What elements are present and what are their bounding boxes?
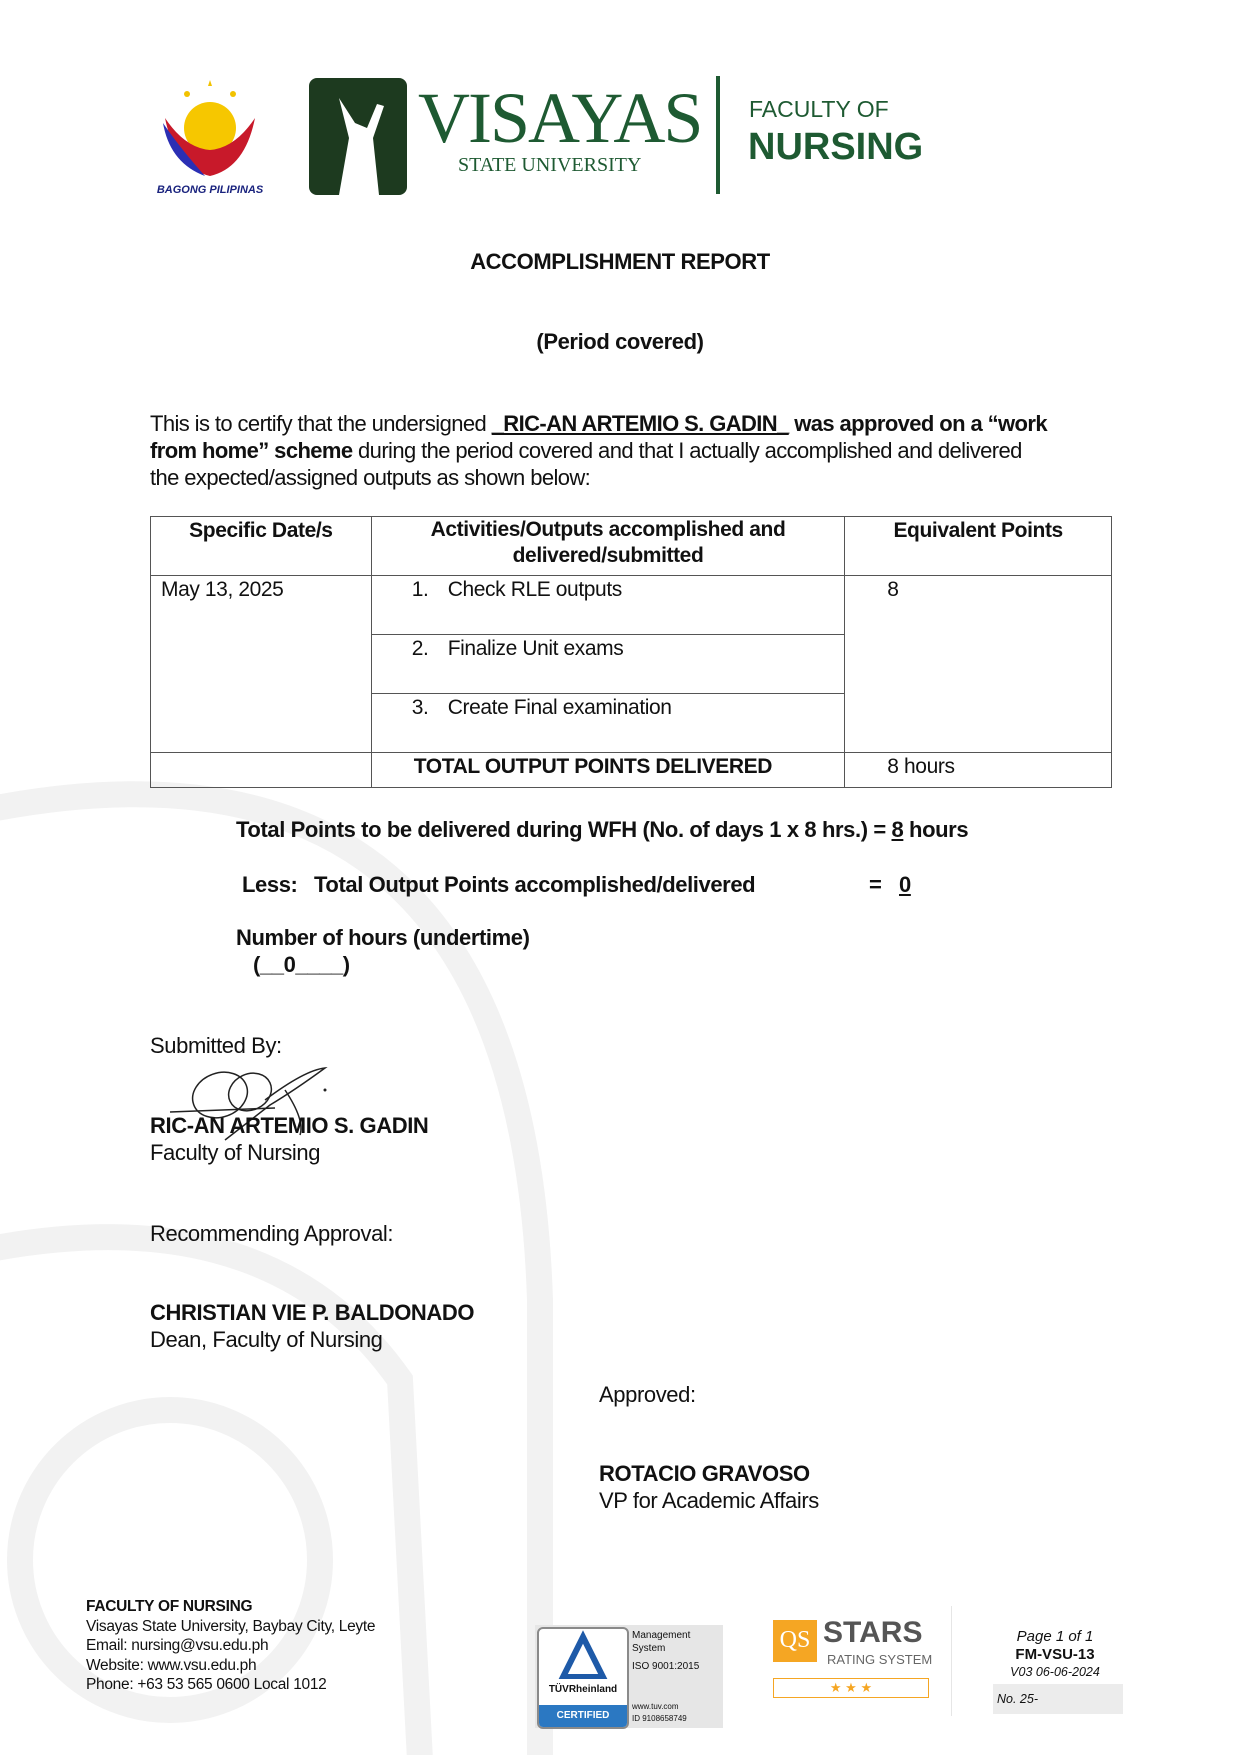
form-code: FM-VSU-13 <box>1015 1646 1095 1663</box>
control-number: No. 25- <box>993 1684 1123 1714</box>
tuv-url: www.tuv.com <box>632 1702 679 1711</box>
tuv-badge <box>535 1625 723 1728</box>
qs-rating-text: RATING SYSTEM <box>827 1652 933 1667</box>
date-cell: May 13, 2025 <box>151 576 372 753</box>
approved-title: VP for Academic Affairs <box>599 1488 819 1513</box>
approved-name: ROTACIO GRAVOSO <box>599 1461 810 1486</box>
submitted-by-label: Submitted By: <box>150 1033 282 1058</box>
footer-address: Visayas State University, Baybay City, Leyte <box>86 1617 376 1635</box>
header-activities: Activities/Outputs accomplished and delivered/submitted <box>371 517 845 576</box>
tuv-brand: TÜVRheinland <box>548 1684 618 1695</box>
certification-paragraph <box>150 410 1047 491</box>
cert-text: the expected/assigned outputs as shown below: <box>150 465 591 490</box>
total-points-line <box>236 817 968 842</box>
points-cell <box>845 576 1112 753</box>
qs-logo: QS <box>773 1620 817 1662</box>
activity-cell <box>371 694 845 753</box>
bagong-pilipinas-logo <box>145 78 275 198</box>
total-points-label: Total Points to be delivered during WFH (No. of days 1 x 8 hrs.) = <box>236 817 892 842</box>
tuv-triangle-icon <box>539 1629 627 1679</box>
tuv-mgmt: Management System <box>632 1630 691 1654</box>
tuv-certified: CERTIFIED <box>539 1705 627 1727</box>
recommending-name: CHRISTIAN VIE P. BALDONADO <box>150 1300 475 1325</box>
less-label: Less: <box>242 872 298 897</box>
activity-number: 1. <box>411 578 429 601</box>
cert-bold: was approved on a “work <box>788 411 1047 436</box>
empty-cell <box>151 753 372 788</box>
activity-cell <box>371 576 845 635</box>
activity-cell <box>371 635 845 694</box>
footer-divider <box>951 1606 952 1716</box>
period-covered: (Period covered) <box>536 329 704 354</box>
cert-text: This is to certify that the undersigned <box>150 411 492 436</box>
vsu-logo-mark <box>309 78 407 195</box>
header-date: Specific Date/s <box>151 517 372 576</box>
submitted-name: RIC-AN ARTEMIO S. GADIN <box>150 1113 429 1138</box>
header-divider <box>716 76 720 194</box>
cert-text: during the period covered and that I actually accomplished and delivered <box>352 438 1022 463</box>
undertime-value: (__0____) <box>253 952 350 977</box>
approved-label: Approved: <box>599 1382 696 1407</box>
less-equals: = <box>869 872 882 897</box>
footer-phone: Phone: +63 53 565 0600 Local 1012 <box>86 1676 327 1693</box>
activity-number: 2. <box>411 637 429 660</box>
university-subtitle: STATE UNIVERSITY <box>458 154 642 176</box>
recommending-label: Recommending Approval: <box>150 1221 394 1246</box>
university-name: VISAYAS <box>418 78 702 158</box>
less-text: Total Output Points accomplished/delivered <box>314 872 756 897</box>
page-number: Page 1 of 1 <box>1016 1628 1094 1645</box>
accomplishment-table <box>150 516 1112 788</box>
footer-contact <box>86 1597 375 1695</box>
document-control <box>990 1628 1120 1680</box>
form-version: V03 06-06-2024 <box>1010 1665 1100 1679</box>
less-value: 0 <box>899 872 911 897</box>
footer-email: Email: nursing@vsu.edu.ph <box>86 1637 269 1654</box>
header-points: Equivalent Points <box>845 517 1112 576</box>
footer-website: Website: www.vsu.edu.ph <box>86 1656 257 1674</box>
activity-text: Finalize Unit exams <box>447 637 624 660</box>
submitted-title: Faculty of Nursing <box>150 1140 321 1165</box>
total-points-value: 8 <box>891 817 904 842</box>
faculty-name: NURSING <box>748 126 924 168</box>
cert-bold: from home” scheme <box>150 438 353 463</box>
qs-stars-badge <box>773 1616 943 1700</box>
footer-org: FACULTY OF NURSING <box>86 1598 253 1615</box>
qs-star-rating: ★ ★ ★ <box>773 1678 929 1698</box>
total-label: TOTAL OUTPUT POINTS DELIVERED <box>371 753 845 788</box>
tuv-id: ID 9108658749 <box>632 1714 687 1723</box>
recommending-title: Dean, Faculty of Nursing <box>150 1327 383 1352</box>
table-row <box>151 576 1112 635</box>
undertime-label: Number of hours (undertime) <box>236 925 530 950</box>
tuv-iso: ISO 9001:2015 <box>632 1661 700 1672</box>
activity-number: 3. <box>411 696 429 719</box>
total-value: 8 hours <box>845 753 1112 788</box>
report-title: ACCOMPLISHMENT REPORT <box>470 249 770 274</box>
total-row <box>151 753 1112 788</box>
bagong-pilipinas-text: BAGONG PILIPINAS <box>156 184 264 196</box>
employee-name: _RIC-AN ARTEMIO S. GADIN_ <box>491 411 789 436</box>
qs-stars-text: STARS <box>823 1616 923 1649</box>
activity-text: Check RLE outputs <box>447 578 622 601</box>
points-value: 8 <box>887 578 899 601</box>
table-header-row <box>151 517 1112 576</box>
total-points-unit: hours <box>903 817 969 842</box>
activity-text: Create Final examination <box>447 696 672 719</box>
faculty-of-label: FACULTY OF <box>749 96 889 122</box>
